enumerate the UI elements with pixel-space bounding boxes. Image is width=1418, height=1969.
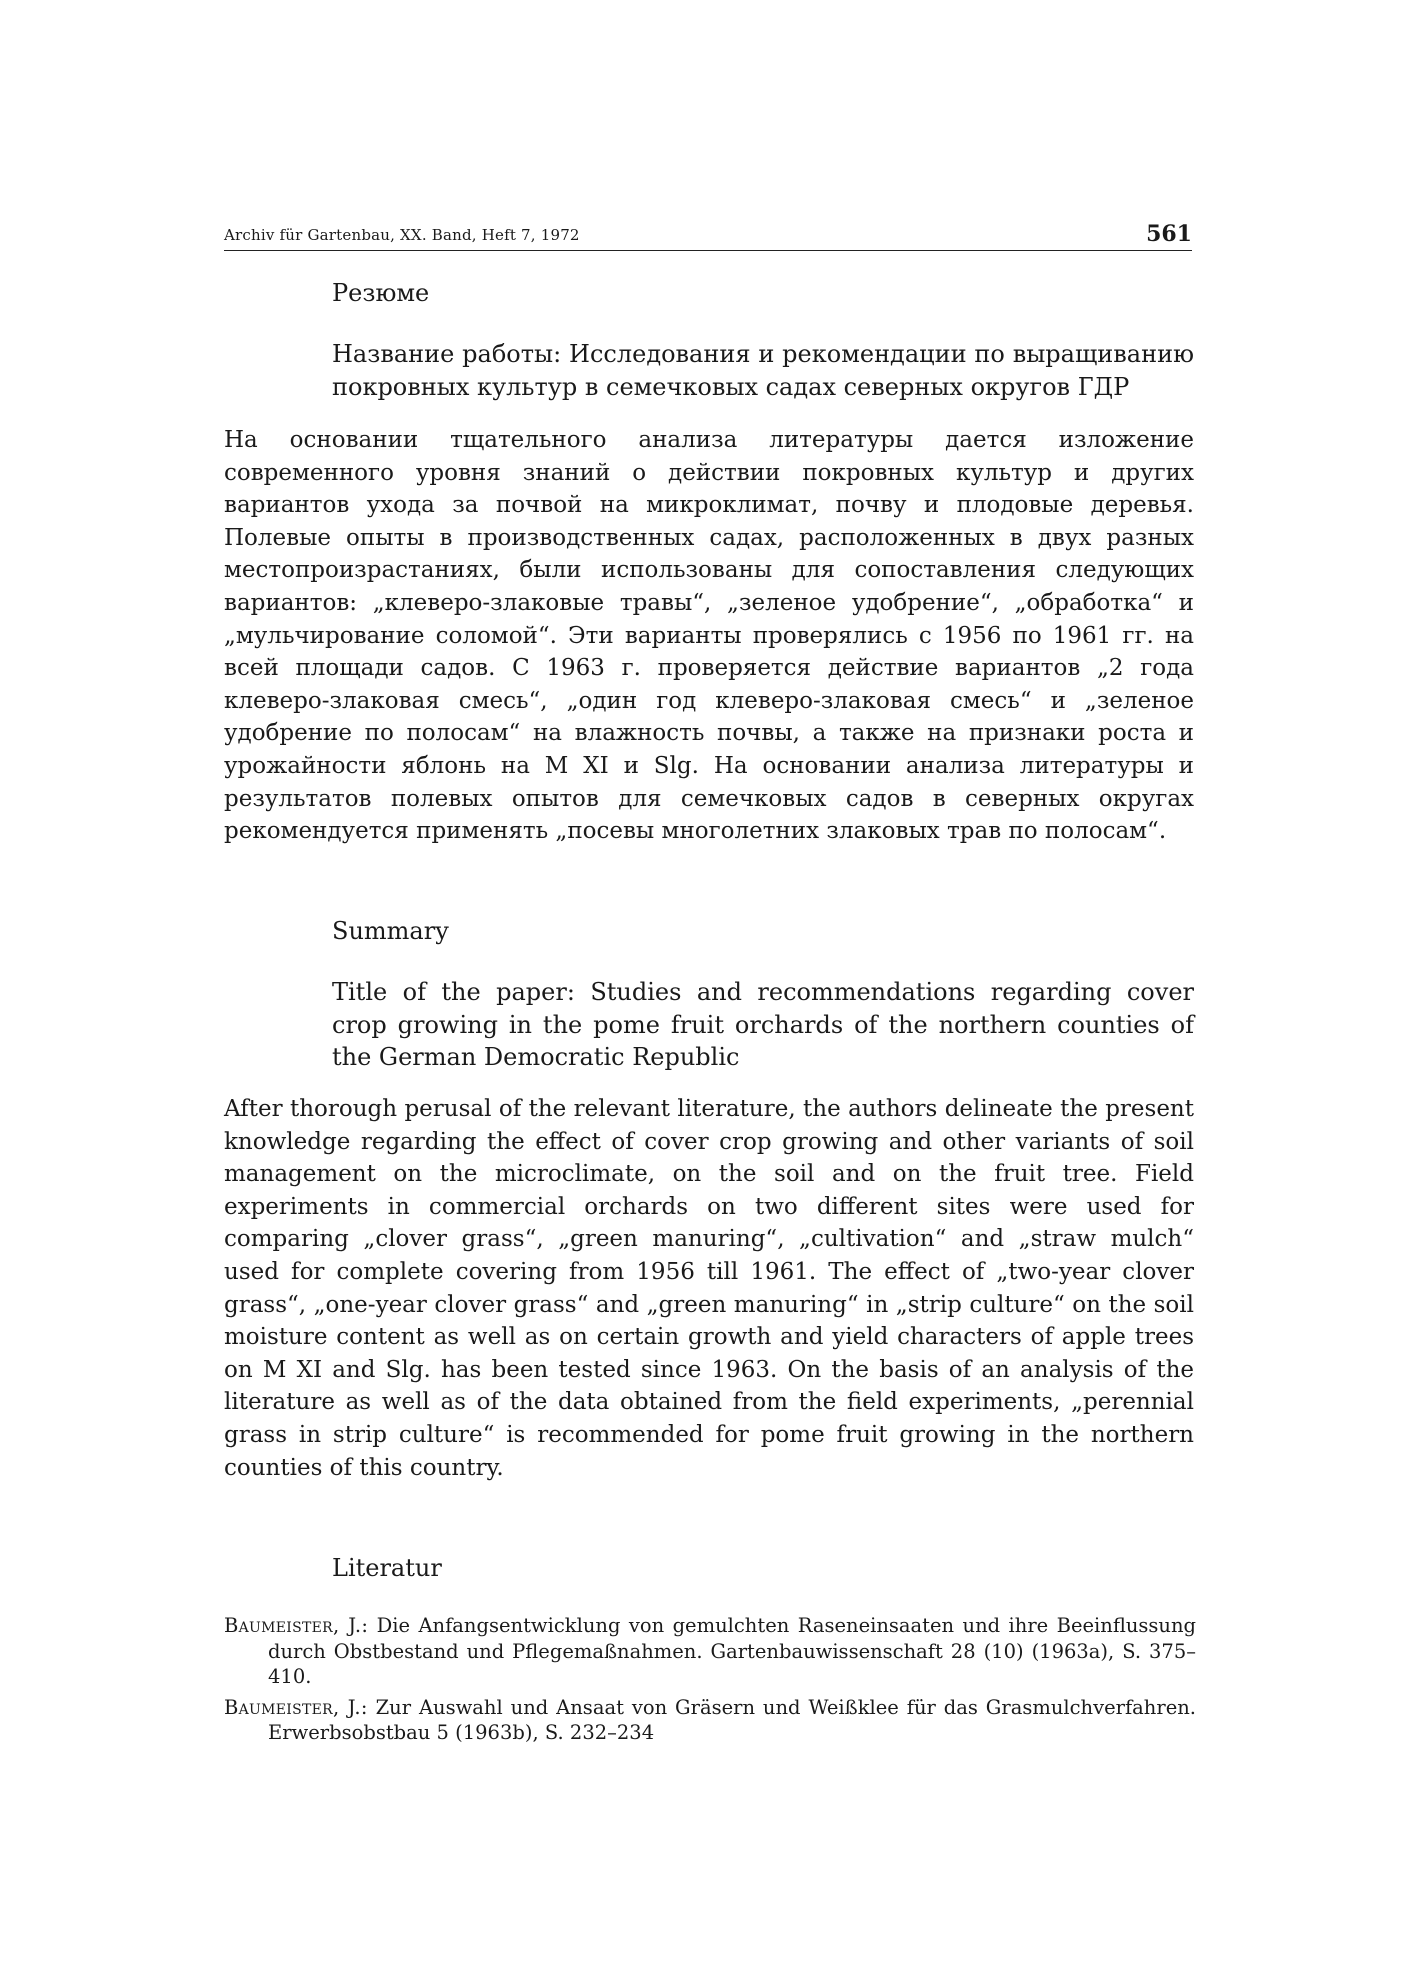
reference-item bbox=[224, 1613, 1196, 1690]
reference-text: Die Anfangsentwicklung von gemulchten Raseneinsaaten und ihre Beeinflussung durch Obstbestand und Pflegemaßnahmen. Gartenbauwissenschaft 28 (10) (1963a), S. 375–410. bbox=[268, 1614, 1196, 1689]
reference-list bbox=[224, 1613, 1196, 1751]
reference-text: Zur Auswahl und Ansaat von Gräsern und Weißklee für das Grasmulchverfahren. Erwerbsobstbau 5 (1963b), S. 232–234 bbox=[268, 1695, 1196, 1745]
summary-heading: Summary bbox=[332, 917, 449, 945]
literature-heading: Literatur bbox=[332, 1554, 442, 1582]
journal-citation: Archiv für Gartenbau, XX. Band, Heft 7, 1972 bbox=[224, 226, 580, 244]
resume-title: Название работы: Исследования и рекомендации по выращиванию покровных культур в семечковых садах северных округов ГДР bbox=[332, 340, 1194, 401]
reference-item bbox=[224, 1695, 1196, 1746]
summary-title: Title of the paper: Studies and recommendations regarding cover crop growing in the pome fruit orchards of the northern counties of the German Democratic Republic bbox=[332, 978, 1194, 1071]
summary-body: After thorough perusal of the relevant literature, the authors delineate the present knowledge regarding the effect of cover crop growing and other variants of soil management on the microclimate, on the soil and on the fruit tree. Field experiments in commercial orchards on two different sites were used for comparing „clover grass“, „green manuring“, „cultivation“ and „straw mulch“ used for complete covering from 1956 till 1961. The effect of „two-year clover grass“, „one-year clover grass“ and „green manuring“ in „strip culture“ on the soil moisture content as well as on certain growth and yield characters of apple trees on M XI and Slg. has been tested since 1963. On the basis of an analysis of the literature as well as of the data obtained from the field experiments, „perennial grass in strip culture“ is recommended for pome fruit growing in the northern counties of this country. bbox=[224, 1096, 1194, 1481]
resume-heading: Резюме bbox=[332, 279, 430, 307]
page-number: 561 bbox=[1146, 221, 1192, 247]
reference-author: Baumeister, J.: bbox=[224, 1695, 368, 1719]
resume-body: На основании тщательного анализа литературы дается изложение современного уровня знаний о действии покровных культур и других вариантов ухода за почвой на микроклимат, почву и плодовые деревья. Полевые опыты в производственных садах, расположенных в двух разных местопроизрастаниях, были использованы для сопоставления следующих вариантов: „клеверо-злаковые травы“, „зеленое удобрение“, „обработка“ и „мульчирование соломой“. Эти варианты проверялись с 1956 по 1961 гг. на всей площади садов. С 1963 г. проверяется действие вариантов „2 года клеверо-злаковая смесь“, „один год клеверо-злаковая смесь“ и „зеленое удобрение по полосам“ на влажность почвы, а также на признаки роста и урожайности яблонь на M XI и Slg. На основании анализа литературы и результатов полевых опытов для семечковых садов в северных округах рекомендуется применять „посевы многолетних злаковых трав по полосам“. bbox=[224, 427, 1194, 845]
running-head bbox=[224, 218, 1192, 251]
reference-author: Baumeister, J.: bbox=[224, 1614, 369, 1637]
